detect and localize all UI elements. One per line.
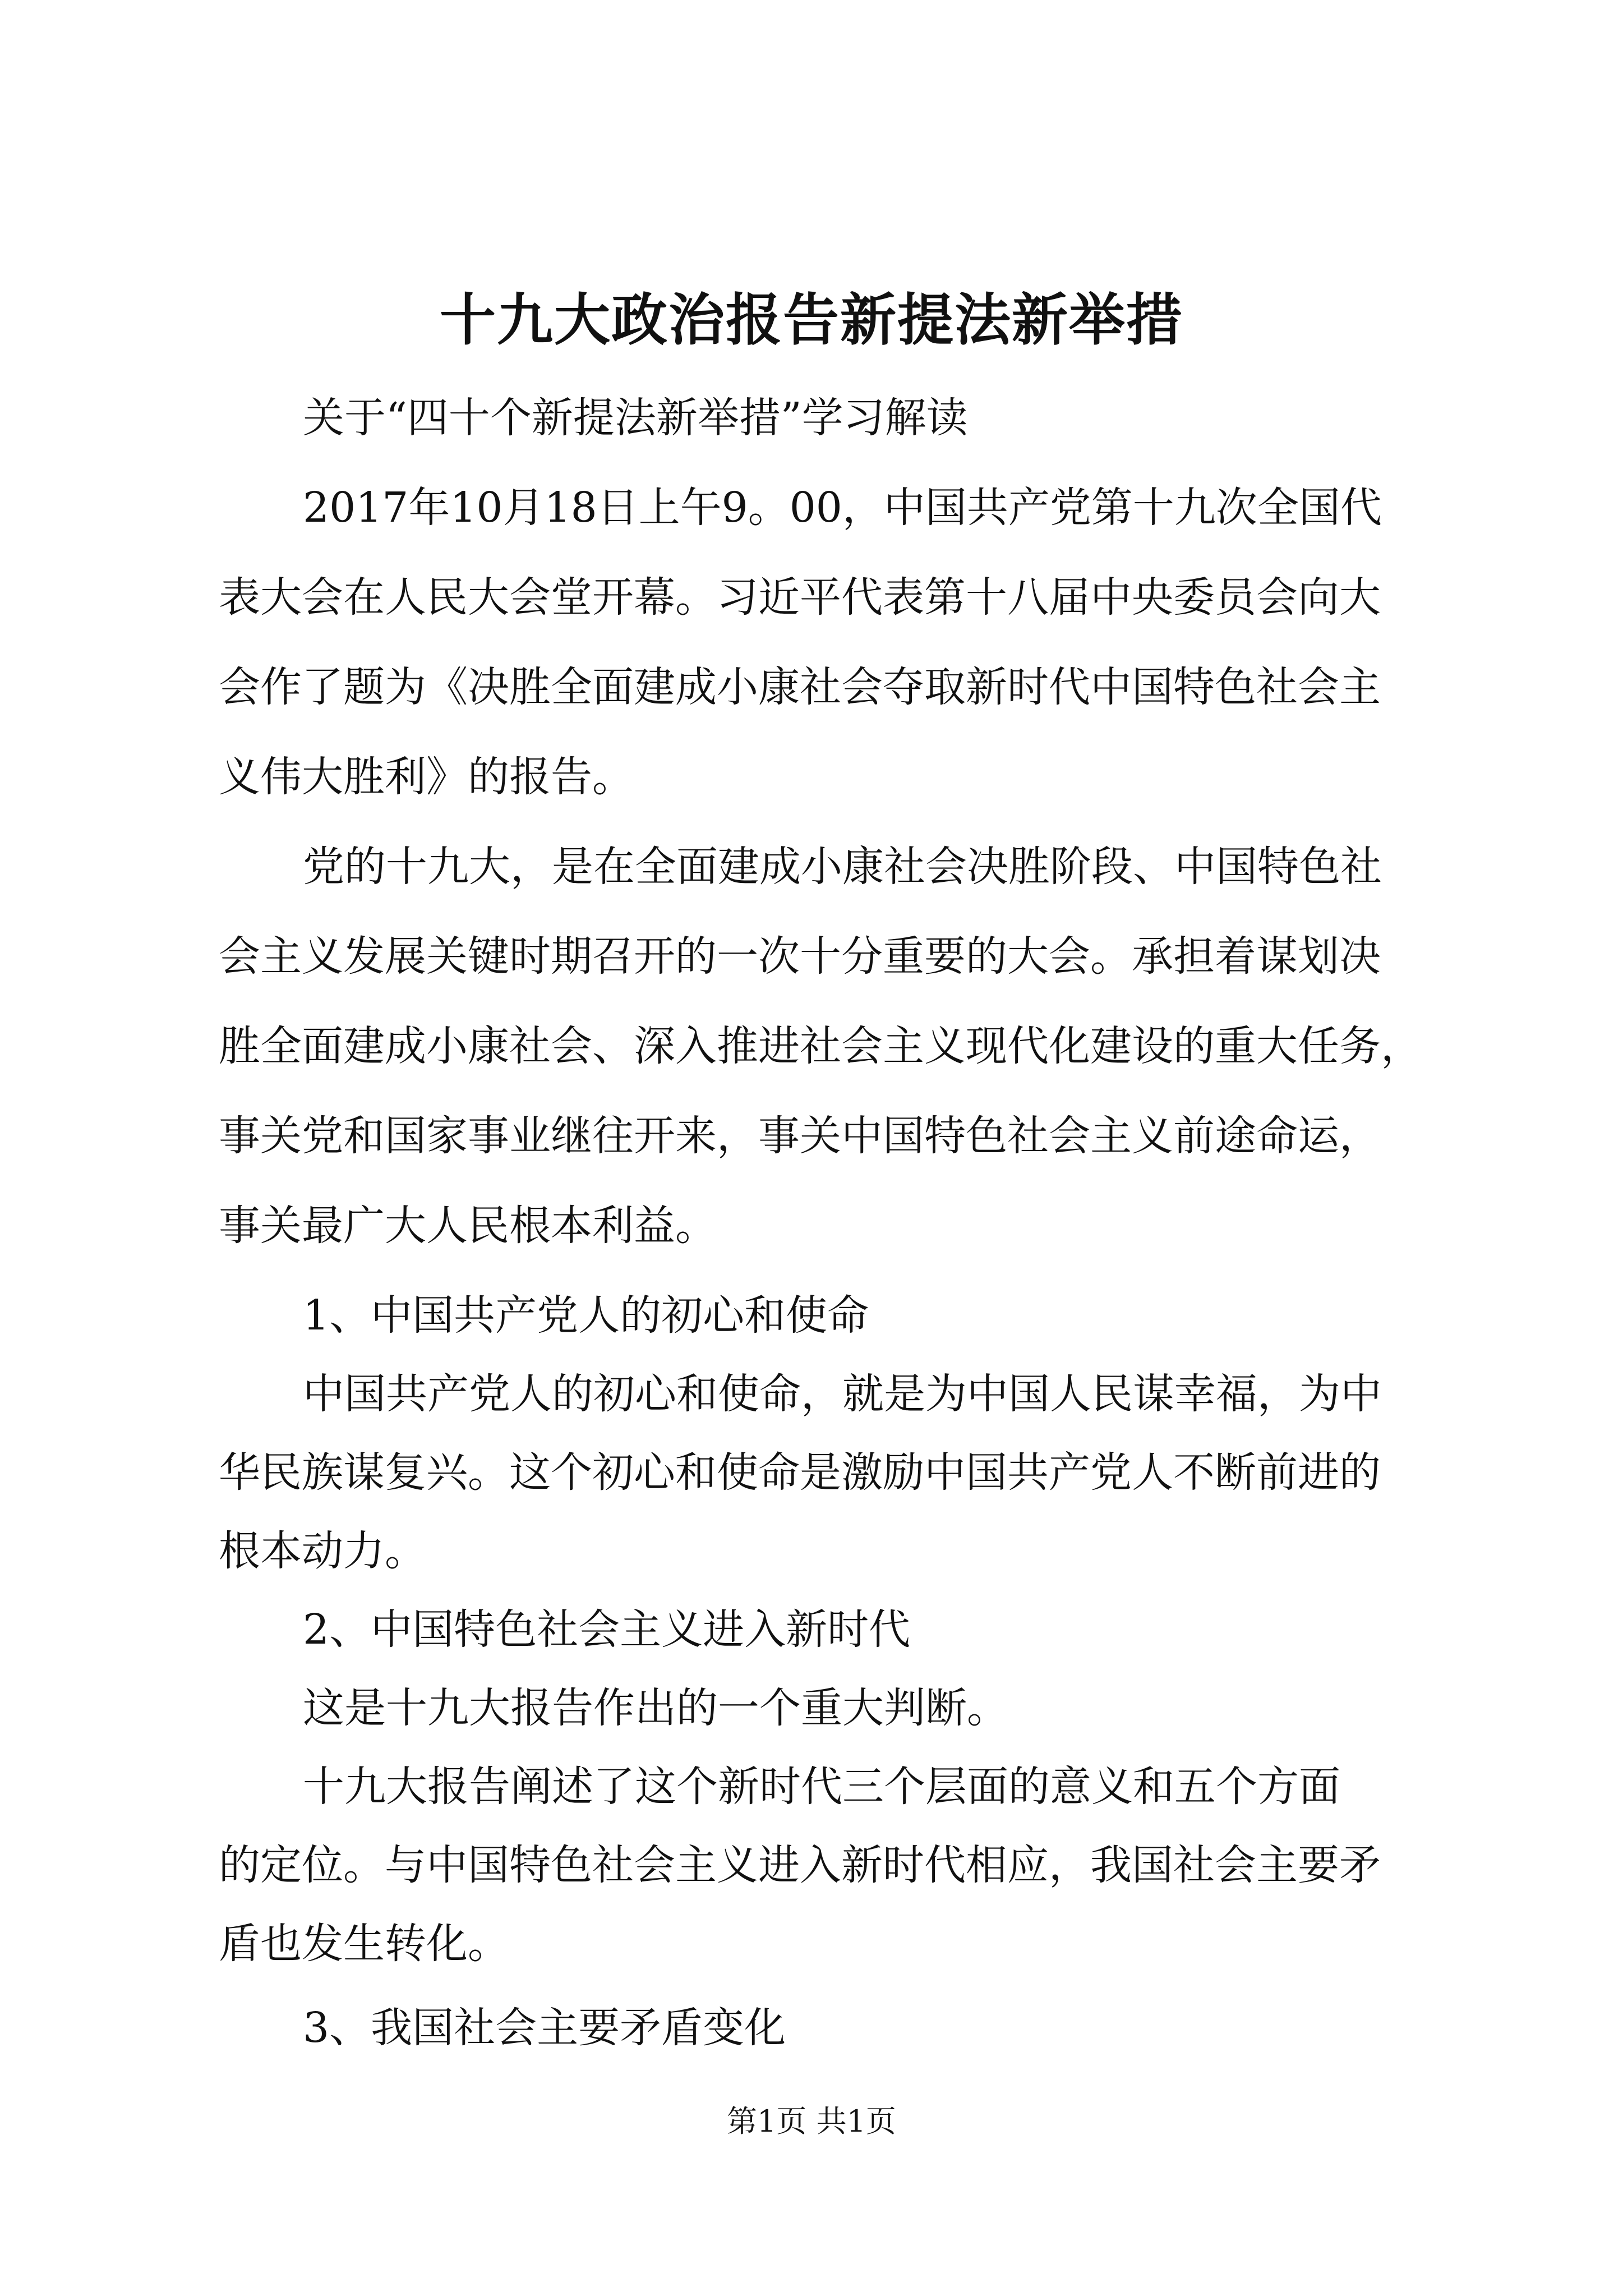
document-title: 十九大政治报告新提法新举措 bbox=[440, 287, 1183, 353]
paragraph-5-line-2: 的定位。与中国特色社会主义进入新时代相应，我国社会主要矛 bbox=[219, 1841, 1381, 1889]
section-heading-3: 3、我国社会主要矛盾变化 bbox=[303, 2004, 786, 2052]
section-heading-1: 1、中国共产党人的初心和使命 bbox=[303, 1291, 869, 1340]
paragraph-4-line-1: 这是十九大报告作出的一个重大判断。 bbox=[303, 1684, 1008, 1732]
paragraph-3-line-2: 华民族谋复兴。这个初心和使命是激励中国共产党人不断前进的 bbox=[219, 1448, 1381, 1497]
paragraph-3-line-3: 根本动力。 bbox=[219, 1527, 426, 1575]
page-footer: 第1页 共1页 bbox=[727, 2104, 896, 2139]
paragraph-2-line-3: 胜全面建成小康社会、深入推进社会主义现代化建设的重大任务， bbox=[219, 1022, 1422, 1070]
paragraph-3-line-1: 中国共产党人的初心和使命，就是为中国人民谋幸福，为中 bbox=[303, 1370, 1382, 1418]
paragraph-5-line-1: 十九大报告阐述了这个新时代三个层面的意义和五个方面 bbox=[303, 1763, 1340, 1811]
paragraph-2-line-4: 事关党和国家事业继往开来，事关中国特色社会主义前途命运， bbox=[219, 1112, 1381, 1160]
paragraph-1-line-2: 表大会在人民大会堂开幕。习近平代表第十八届中央委员会向大 bbox=[219, 573, 1381, 622]
paragraph-2-line-1: 党的十九大，是在全面建成小康社会决胜阶段、中国特色社 bbox=[303, 843, 1382, 891]
paragraph-1-line-3: 会作了题为《决胜全面建成小康社会夺取新时代中国特色社会主 bbox=[219, 663, 1381, 711]
paragraph-2-line-2: 会主义发展关键时期召开的一次十分重要的大会。承担着谋划决 bbox=[219, 932, 1381, 981]
document-subtitle: 关于“四十个新提法新举措”学习解读 bbox=[303, 394, 968, 442]
paragraph-1-line-4: 义伟大胜利》的报告。 bbox=[219, 753, 634, 801]
paragraph-5-line-3: 盾也发生转化。 bbox=[219, 1920, 509, 1968]
paragraph-2-line-5: 事关最广大人民根本利益。 bbox=[219, 1202, 717, 1250]
section-heading-2: 2、中国特色社会主义进入新时代 bbox=[303, 1605, 911, 1654]
paragraph-1-line-1: 2017年10月18日上午9。00，中国共产党第十九次全国代 bbox=[303, 484, 1382, 532]
